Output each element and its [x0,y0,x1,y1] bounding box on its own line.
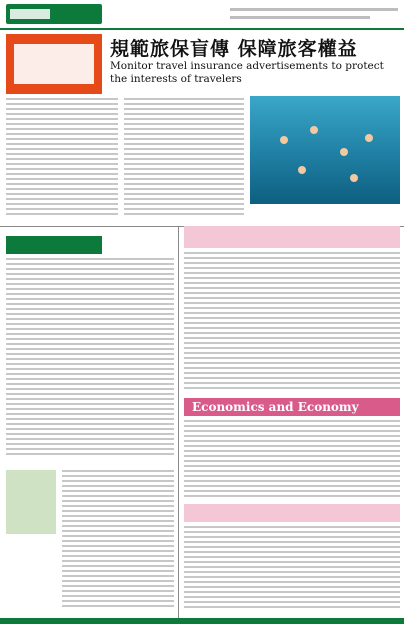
section-header-bottom [184,504,400,522]
headline-english: Monitor travel insurance advertisements to protect the interests of travelers [110,60,384,85]
body-text-economics [184,420,400,500]
body-text-left-lower [6,258,174,458]
body-text-mid [124,98,244,218]
lead-photo [250,96,400,204]
headline-chinese: 規範旅保盲傳 保障旅客權益 [110,38,358,58]
left-photo [6,470,56,534]
section-header-left [6,236,102,254]
body-text-bottom [184,526,400,611]
section-header-right [184,226,400,248]
masthead-logo [6,4,102,24]
economics-banner: Economics and Economy [184,398,400,416]
footer-strip [0,618,404,624]
body-text-left [6,98,118,218]
column-logo [6,34,102,94]
body-text-right [184,252,400,392]
column-divider [178,226,179,618]
masthead [0,0,404,30]
body-text-left-bottom [62,470,174,610]
